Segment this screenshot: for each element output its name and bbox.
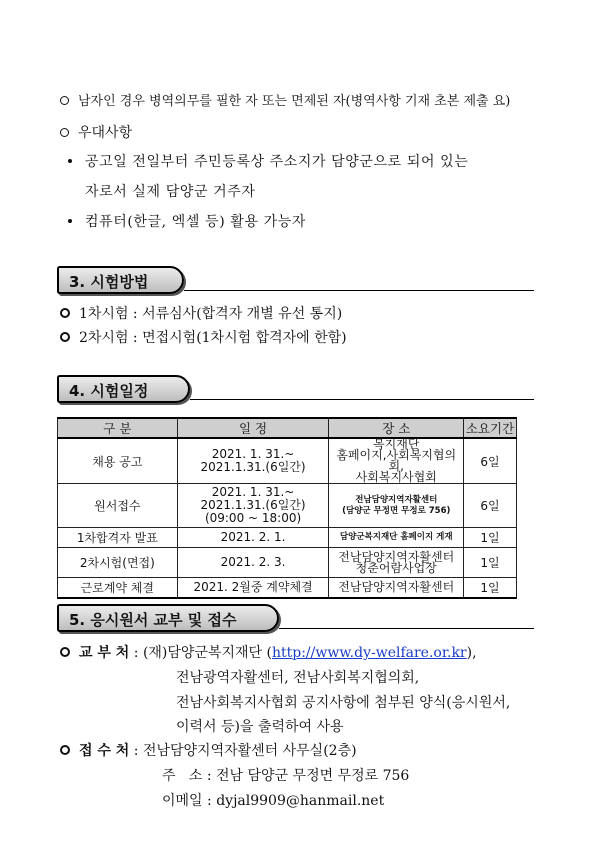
preference-label: 우대사항 <box>78 125 133 141</box>
requirement-military <box>60 90 510 109</box>
preference-item-1-line2: 자로서 실제 담양군 거주자 <box>85 184 256 200</box>
issue-place-text-end: ), <box>466 645 477 661</box>
exam-method-1 <box>60 303 342 323</box>
email <box>162 790 384 810</box>
schedule-place-cell: 복지재단 홈페이지,사회복지협의회, 사회복지사협회 <box>329 438 464 484</box>
column-header: 구 분 <box>58 418 178 438</box>
section-3-header <box>57 266 184 294</box>
section-5-header <box>57 604 279 632</box>
address-label: 주 소 <box>162 768 203 784</box>
schedule-date-cell: 2021. 2. 1. <box>177 528 329 548</box>
preference-item-1 <box>68 151 468 171</box>
dot-bullet-icon <box>68 219 72 223</box>
schedule-duration-cell: 1일 <box>464 578 517 598</box>
circle-bullet-icon <box>60 308 70 318</box>
section-divider <box>190 399 534 400</box>
receipt-place-text: : 전남담양지역자활센터 사무실(2층) <box>133 743 357 759</box>
circle-bullet-icon <box>60 745 70 755</box>
section-5-title: 5. 응시원서 교부 및 접수 <box>69 611 237 629</box>
schedule-duration-cell: 6일 <box>464 484 517 528</box>
table-row <box>58 438 517 484</box>
section-4-title: 4. 시험일정 <box>69 382 149 400</box>
section-divider <box>279 628 534 629</box>
exam-schedule-table <box>57 417 517 599</box>
schedule-place-cell: 전남담양지역자활센터 (담양군 무정면 무정로 756) <box>329 484 464 528</box>
issue-place-line3 <box>176 692 510 712</box>
circle-bullet-icon <box>60 647 70 657</box>
schedule-date-cell: 2021. 1. 31.~ 2021.1.31.(6일간) (09:00 ~ 18:00) <box>177 484 329 528</box>
column-header: 일 정 <box>177 418 329 438</box>
schedule-category-cell: 근로계약 체결 <box>58 578 178 598</box>
preference-item-2-text: 컴퓨터(한글, 엑셀 등) 활용 가능자 <box>85 214 306 230</box>
preference-heading <box>60 122 132 142</box>
schedule-duration-cell: 1일 <box>464 528 517 548</box>
issue-place-line4-text: 이력서 등)을 출력하여 사용 <box>176 719 344 735</box>
address-text: : 전남 담양군 무정면 무정로 756 <box>206 768 410 784</box>
preference-item-1-cont <box>85 181 256 201</box>
requirement-military-text: 남자인 경우 병역의무를 필한 자 또는 면제된 자(병역사항 기재 초본 제출 요) <box>78 94 511 109</box>
schedule-place-cell: 전남담양지역자활센터 청춘어람사업장 <box>329 548 464 578</box>
schedule-category-cell: 1차합격자 발표 <box>58 528 178 548</box>
column-header: 소요기간 <box>464 418 517 438</box>
address <box>162 765 409 785</box>
schedule-duration-cell: 6일 <box>464 438 517 484</box>
issue-place <box>60 642 477 662</box>
schedule-place-cell: 담양군복지재단 홈페이지 게재 <box>329 528 464 548</box>
circle-bullet-icon <box>60 128 69 137</box>
exam-method-1-text: 1차시험 : 서류심사(합격자 개별 유선 통지) <box>79 306 343 322</box>
receipt-place-label: 접 수 처 <box>79 743 130 759</box>
email-text: : dyjal9909@hanmail.net <box>207 793 385 809</box>
section-divider <box>184 290 534 291</box>
email-label: 이메일 <box>162 793 203 809</box>
section-4-header <box>57 375 190 403</box>
issue-place-line3-text: 전남사회복지사협회 공지사항에 첨부된 양식(응시원서, <box>176 695 511 711</box>
receipt-place <box>60 740 357 760</box>
welfare-website-link[interactable]: http://www.dy-welfare.or.kr <box>271 645 467 661</box>
schedule-date-cell: 2021. 1. 31.~ 2021.1.31.(6일간) <box>177 438 329 484</box>
table-row <box>58 548 517 578</box>
exam-method-2-text: 2차시험 : 면접시험(1차시험 합격자에 한함) <box>79 330 347 346</box>
schedule-date-cell: 2021. 2. 3. <box>177 548 329 578</box>
issue-place-label: 교 부 처 <box>79 645 130 661</box>
table-row <box>58 528 517 548</box>
schedule-place-cell: 전남담양지역자활센터 <box>329 578 464 598</box>
table-row <box>58 578 517 598</box>
table-header-row <box>58 418 517 438</box>
section-3-title: 3. 시험방법 <box>69 273 149 291</box>
circle-bullet-icon <box>60 332 70 342</box>
schedule-duration-cell: 1일 <box>464 548 517 578</box>
issue-place-line2-text: 전남광역자활센터, 전남사회복지협의회, <box>176 670 420 686</box>
issue-place-line2 <box>176 667 419 687</box>
schedule-date-cell: 2021. 2월중 계약체결 <box>177 578 329 598</box>
schedule-category-cell: 채용 공고 <box>58 438 178 484</box>
preference-item-2 <box>68 211 306 231</box>
column-header: 장 소 <box>329 418 464 438</box>
exam-method-2 <box>60 327 347 347</box>
preference-item-1-line1: 공고일 전일부터 주민등록상 주소지가 담양군으로 되어 있는 <box>85 154 469 170</box>
schedule-category-cell: 2차시험(면접) <box>58 548 178 578</box>
table-row <box>58 484 517 528</box>
circle-bullet-icon <box>60 96 69 105</box>
dot-bullet-icon <box>68 159 72 163</box>
schedule-category-cell: 원서접수 <box>58 484 178 528</box>
issue-place-text: : (재)담양군복지재단 ( <box>133 645 272 661</box>
issue-place-line4 <box>176 716 344 736</box>
